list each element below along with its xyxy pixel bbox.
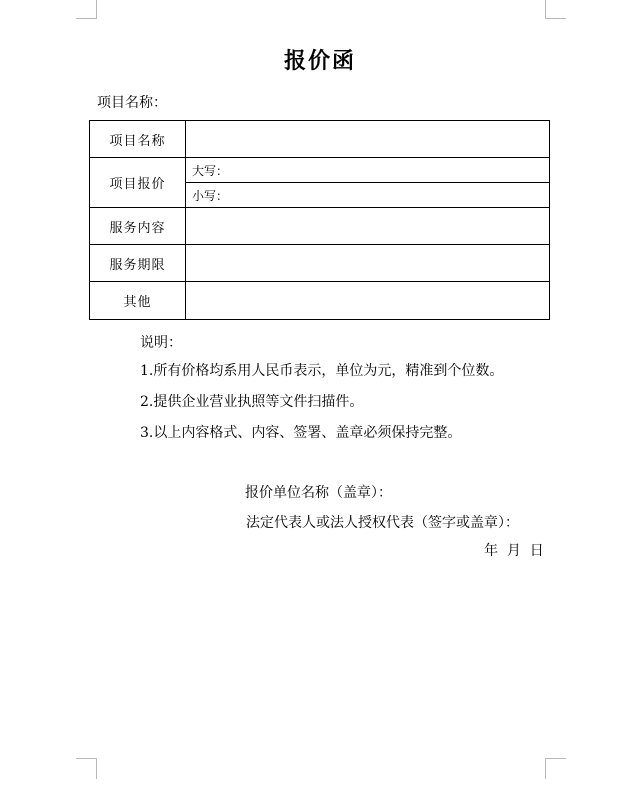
notes-heading: 说明： <box>140 335 182 351</box>
row-label-project-name: 项目名称 <box>90 121 186 158</box>
other-value-cell[interactable] <box>186 282 550 320</box>
table-row <box>90 121 550 158</box>
row-label-other: 其他 <box>90 282 186 320</box>
company-name-seal-label: 报价单位名称（盖章）： <box>245 485 392 501</box>
page-corner-mark-bottom-right <box>545 758 566 779</box>
note-item-1: 1.所有价格均系用人民币表示，单位为元，精准到个位数。 <box>140 363 504 379</box>
document-title: 报价函 <box>283 49 356 74</box>
table-row <box>90 245 550 282</box>
quote-table <box>89 120 550 320</box>
representative-signature-label: 法定代表人或法人授权代表（签字或盖章）： <box>246 515 519 531</box>
service-period-value-cell[interactable] <box>186 245 550 282</box>
table-row <box>90 158 550 183</box>
table-row <box>90 282 550 320</box>
page-corner-mark-top-right <box>545 0 566 19</box>
service-content-value-cell[interactable] <box>186 208 550 245</box>
row-label-service-content: 服务内容 <box>90 208 186 245</box>
page-corner-mark-bottom-left <box>76 758 97 779</box>
quote-lowercase-cell[interactable]: 小写： <box>186 183 550 208</box>
table-row <box>90 208 550 245</box>
note-item-3: 3.以上内容格式、内容、签署、盖章必须保持完整。 <box>140 425 462 441</box>
date-label: 年 月 日 <box>484 543 544 559</box>
note-item-2: 2.提供企业营业执照等文件扫描件。 <box>140 394 364 410</box>
project-name-label: 项目名称： <box>97 95 167 111</box>
row-label-project-quote: 项目报价 <box>90 158 186 208</box>
quote-uppercase-cell[interactable]: 大写： <box>186 158 550 183</box>
project-name-value-cell[interactable] <box>186 121 550 158</box>
row-label-service-period: 服务期限 <box>90 245 186 282</box>
page-corner-mark-top-left <box>76 0 97 19</box>
